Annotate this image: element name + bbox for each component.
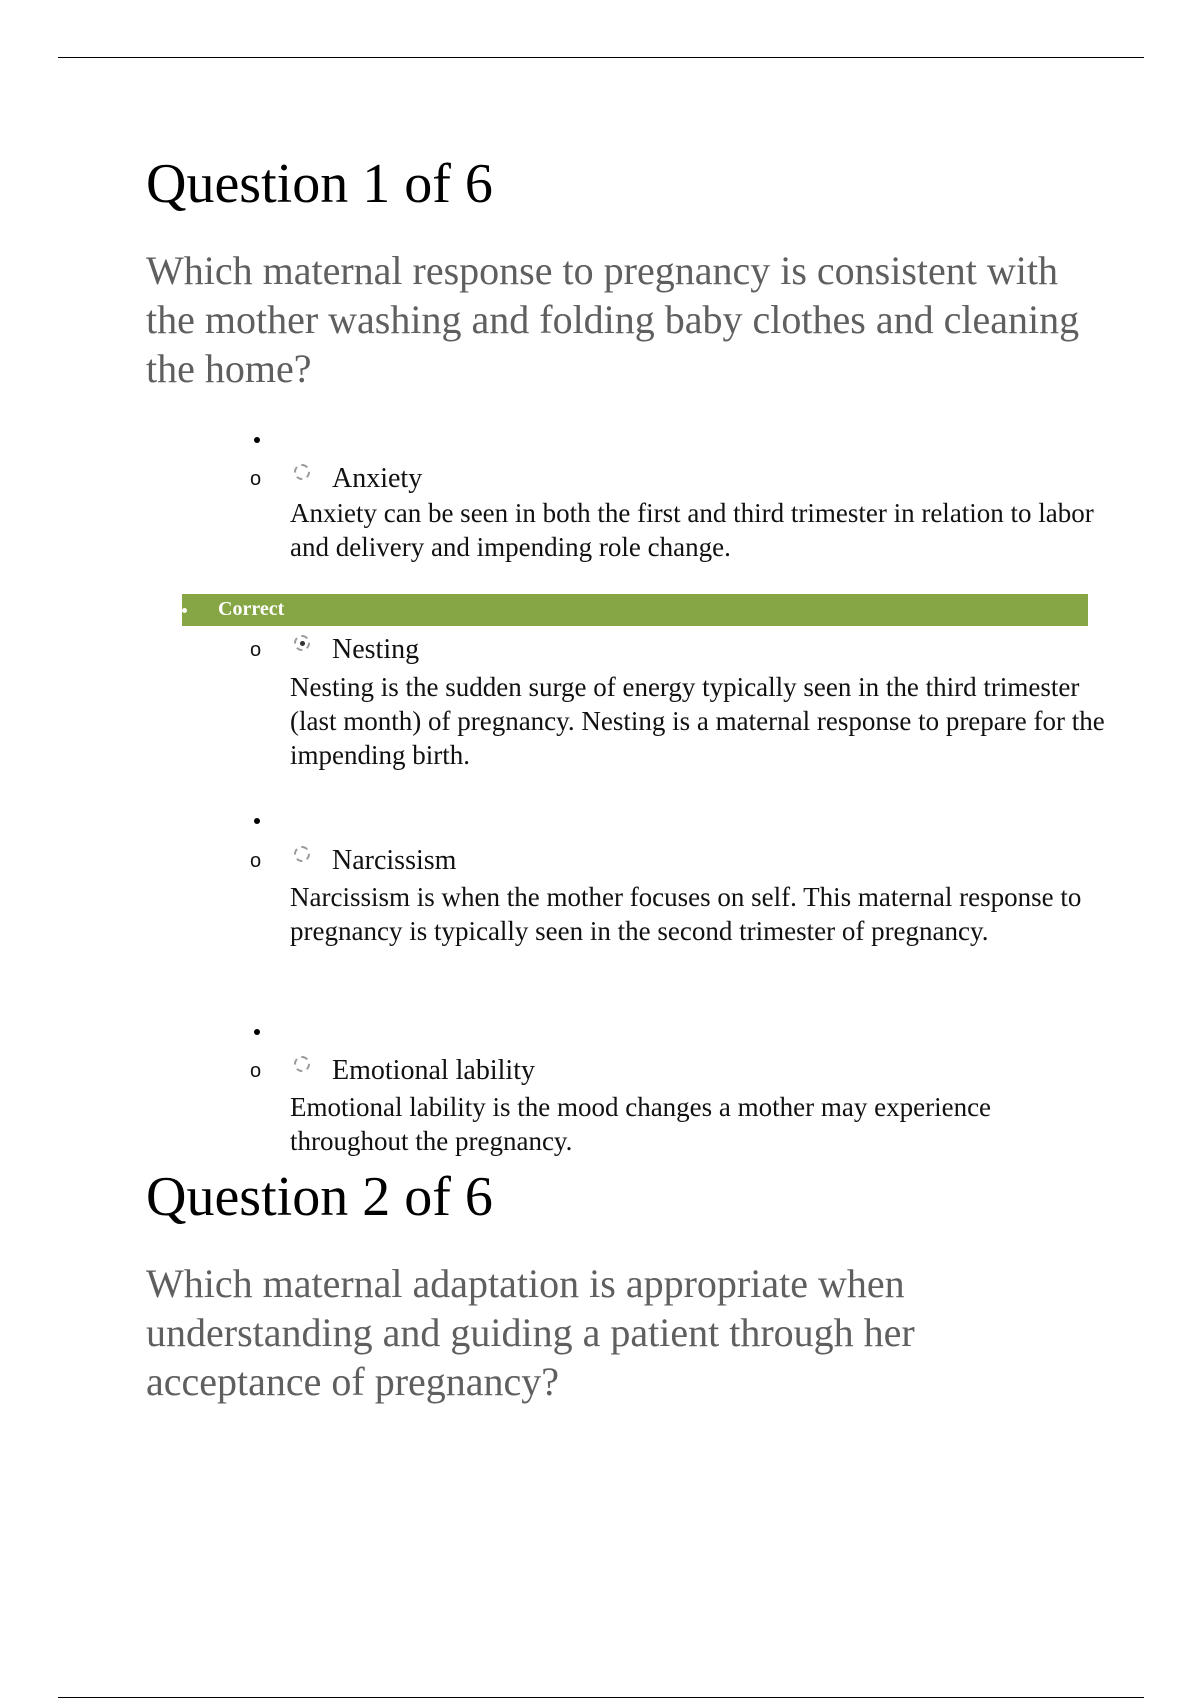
correct-label: Correct: [218, 598, 285, 620]
radio-emotional-lability[interactable]: [294, 1056, 310, 1072]
option-anxiety[interactable]: [250, 462, 1100, 498]
option-rationale: Anxiety can be seen in both the first and third trimester in relation to labor and delivery and impending role change.: [290, 498, 1094, 562]
option-rationale: Emotional lability is the mood changes a mother may experience throughout the pregnancy.: [290, 1092, 992, 1156]
top-rule: [58, 57, 1144, 58]
option-label: Emotional lability: [332, 1055, 535, 1086]
list-bullet: [254, 1029, 260, 1035]
correct-banner: [182, 594, 1088, 626]
option-nesting[interactable]: [250, 633, 1100, 669]
option-label: Anxiety: [332, 463, 423, 494]
sub-list-marker: o: [250, 1060, 262, 1082]
list-bullet: [254, 818, 260, 824]
option-label: Narcissism: [332, 845, 457, 876]
option-narcissism[interactable]: [250, 844, 1100, 880]
sub-list-marker: o: [250, 639, 262, 661]
sub-list-marker: o: [250, 850, 262, 872]
question-2-text: Which maternal adaptation is appropriate when understanding and guiding a patient through her acceptance of pregnancy?: [146, 1261, 915, 1404]
bottom-rule: [58, 1697, 1144, 1698]
question-2-heading: Question 2 of 6: [146, 1166, 493, 1228]
radio-narcissism[interactable]: [294, 846, 310, 862]
list-bullet: [254, 437, 260, 443]
option-emotional-lability[interactable]: [250, 1054, 1100, 1090]
radio-nesting-selected[interactable]: [294, 635, 310, 651]
question-1-text: Which maternal response to pregnancy is consistent with the mother washing and folding baby clothes and cleaning the home?: [146, 248, 1080, 391]
question-1-heading: Question 1 of 6: [146, 153, 493, 215]
radio-anxiety[interactable]: [294, 464, 310, 480]
sub-list-marker: o: [250, 468, 262, 490]
option-label: Nesting: [332, 634, 420, 665]
correct-bullet: [182, 608, 187, 613]
option-rationale: Narcissism is when the mother focuses on self. This maternal response to pregnancy is typically seen in the second trimester of pregnancy.: [290, 882, 1082, 946]
option-rationale: Nesting is the sudden surge of energy typically seen in the third trimester (last month) of pregnancy. Nesting is a maternal response to prepare for the impending birth.: [290, 672, 1105, 770]
